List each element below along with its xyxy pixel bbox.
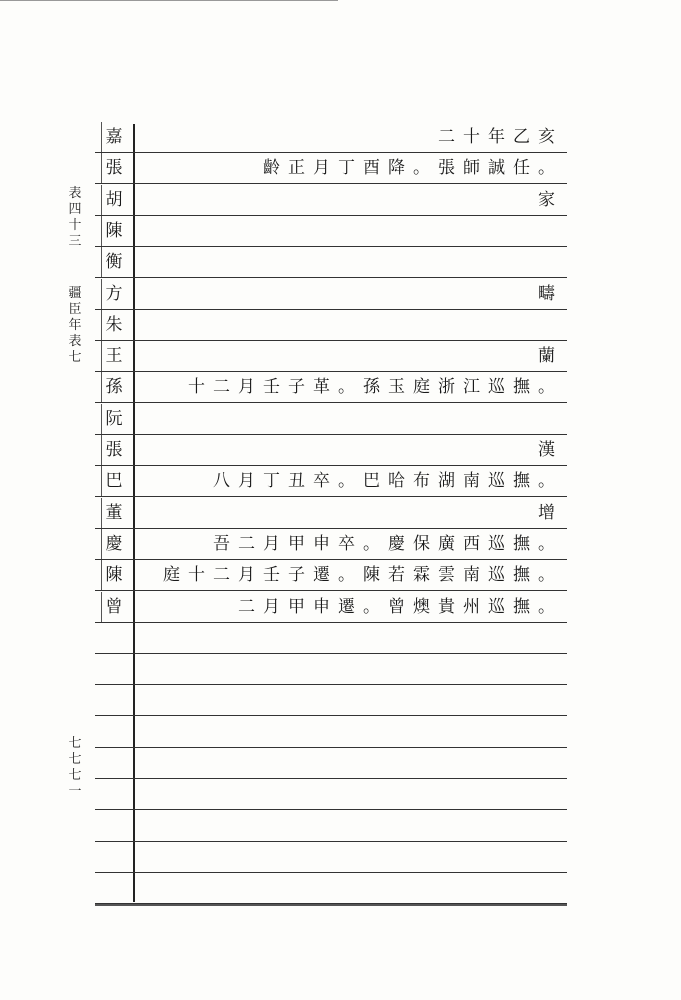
row-rule <box>95 183 567 184</box>
official-name-cell: 嘉 <box>101 122 126 152</box>
appointment-entry-cell: 十二月壬子革。孫玉庭浙江巡撫。 <box>188 377 563 397</box>
appointment-entry-cell: 八月丁丑卒。巴哈布湖南巡撫。 <box>213 471 563 491</box>
official-name-cell: 王 <box>101 341 126 371</box>
page-number-text: 七七七一 <box>68 736 82 799</box>
table-title-label <box>66 286 84 366</box>
official-name-cell: 陳 <box>101 216 126 246</box>
bottom-rule <box>95 904 567 906</box>
appointment-entry-cell: 漢 <box>538 440 563 460</box>
row-rule <box>95 841 567 842</box>
page-number-label <box>66 736 84 800</box>
appointment-entry-cell: 二十年乙亥 <box>438 127 563 147</box>
official-name-cell: 方 <box>101 279 126 309</box>
row-rule <box>95 653 567 654</box>
official-name-cell: 胡 <box>101 185 126 215</box>
row-rule <box>95 622 567 623</box>
appointment-entry-cell: 疇 <box>538 284 563 304</box>
appointment-entry-cell: 齡正月丁酉降。張師誠任。 <box>263 158 563 178</box>
appointment-entry-cell <box>139 216 563 246</box>
appointment-entry-cell <box>139 310 563 340</box>
table-title-text: 疆臣年表七 <box>68 286 82 365</box>
official-name-cell: 陳 <box>101 560 126 590</box>
row-rule <box>95 496 567 497</box>
row-rule <box>95 872 567 873</box>
row-rule <box>95 684 567 685</box>
official-name-cell: 朱 <box>101 310 126 340</box>
row-rule <box>95 715 567 716</box>
row-rule <box>95 778 567 779</box>
official-name-cell: 阮 <box>101 404 126 434</box>
official-name-cell: 張 <box>101 153 126 183</box>
table-number-text: 表四十三 <box>68 186 82 249</box>
official-name-cell: 慶 <box>101 529 126 559</box>
row-rule <box>95 402 567 403</box>
official-name-cell: 衡 <box>101 247 126 277</box>
table-number-label <box>66 186 84 250</box>
row-rule <box>95 809 567 810</box>
appointment-entry-cell: 家 <box>538 190 563 210</box>
appointment-entry-cell: 二月甲申遷。曾燠貴州巡撫。 <box>238 597 563 617</box>
official-name-cell: 曾 <box>101 592 126 622</box>
official-name-cell: 張 <box>101 435 126 465</box>
row-rule <box>95 747 567 748</box>
appointment-entry-cell: 蘭 <box>538 346 563 366</box>
official-name-cell: 董 <box>101 498 126 528</box>
column-divider <box>133 124 135 902</box>
appointment-entry-cell: 吾二月甲申卒。慶保廣西巡撫。 <box>213 534 563 554</box>
row-rule <box>95 590 567 591</box>
official-name-cell: 孫 <box>101 372 126 402</box>
appointment-entry-cell <box>139 404 563 434</box>
official-name-cell: 巴 <box>101 466 126 496</box>
top-edge-rule <box>0 0 338 1</box>
row-rule <box>95 277 567 278</box>
appointment-entry-cell: 增 <box>538 503 563 523</box>
appointment-entry-cell <box>139 247 563 277</box>
appointment-entry-cell: 庭十二月壬子遷。陳若霖雲南巡撫。 <box>163 565 563 585</box>
official-year-table <box>95 124 567 902</box>
